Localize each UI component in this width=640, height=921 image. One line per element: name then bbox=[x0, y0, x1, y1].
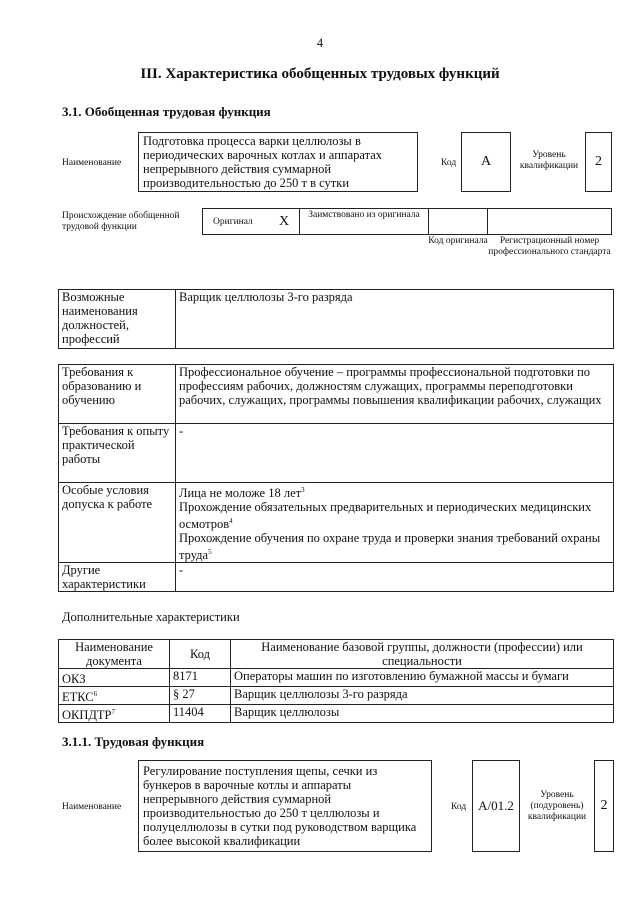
education-value: Профессиональное обучение – программы профессиональной подготовки по профессиям рабочих, должностям служащих, программы переподготовки рабочих, служащих, программы повышения квалификации рабочих, служащих bbox=[176, 365, 614, 424]
special-line-1: Лица не моложе 18 лет$^3$ bbox=[179, 486, 305, 501]
table-row bbox=[59, 705, 614, 723]
additional-title: Дополнительные характеристики bbox=[62, 610, 240, 624]
col-doc-header: Наименование документа bbox=[59, 640, 170, 669]
experience-value: - bbox=[176, 424, 614, 483]
original-mark: X bbox=[279, 214, 290, 229]
gtf-heading: 3.1. Обобщенная трудовая функция bbox=[62, 104, 271, 119]
row-name: Операторы машин по изготовлению бумажной массы и бумаги bbox=[231, 669, 614, 687]
page-number: 4 bbox=[316, 36, 324, 50]
row-code: § 27 bbox=[170, 687, 231, 705]
col-code-header: Код bbox=[170, 640, 231, 669]
gtf-name-label: Наименование bbox=[62, 158, 122, 168]
code-original-cell bbox=[428, 208, 488, 235]
table-row bbox=[59, 687, 614, 705]
gtf-name-value: Подготовка процесса варки целлюлозы в периодических варочных котлах и аппаратах непрерывного действия суммарной производительностью до 250 т в сутки bbox=[138, 132, 418, 192]
other-label: Другие характеристики bbox=[59, 563, 176, 592]
reg-number-label: Регистрационный номер профессионального стандарта bbox=[488, 236, 611, 257]
row-doc: ОКПДТР$^7$ bbox=[59, 705, 170, 723]
tf-name-label: Наименование bbox=[62, 802, 122, 812]
special-line-3: Прохождение обучения по охране труда и проверки знания требований охраны труда$^5$ bbox=[179, 531, 601, 563]
gtf-code-value: A bbox=[461, 132, 511, 192]
row-code: 11404 bbox=[170, 705, 231, 723]
tf-level-label: Уровень (подуровень) квалификации bbox=[527, 790, 587, 822]
tf-name-value: Регулирование поступления щепы, сечки из бункеров в варочные котлы и аппараты непрерывного действия суммарной производительностью до 250 т целлюлозы и полуцеллюлозы в сутки под руководством варщика более высокой квалификации bbox=[138, 760, 432, 852]
row-name: Варщик целлюлозы 3-го разряда bbox=[231, 687, 614, 705]
education-label: Требования к образованию и обучению bbox=[59, 365, 176, 424]
reg-number-cell bbox=[487, 208, 612, 235]
additional-table bbox=[58, 639, 614, 723]
borrowed-cell: Заимствовано из оригинала bbox=[299, 208, 429, 235]
row-name: Варщик целлюлозы bbox=[231, 705, 614, 723]
row-code: 8171 bbox=[170, 669, 231, 687]
special-value bbox=[176, 483, 614, 563]
tf-level-value: 2 bbox=[594, 760, 614, 852]
section-title: III. Характеристика обобщенных трудовых функций bbox=[140, 66, 500, 82]
tf-code-label: Код bbox=[451, 802, 467, 812]
positions-table bbox=[58, 289, 614, 349]
tf-code-value: A/01.2 bbox=[472, 760, 520, 852]
tf-heading: 3.1.1. Трудовая функция bbox=[62, 734, 205, 749]
row-doc: ЕТКС$^6$ bbox=[59, 687, 170, 705]
original-label: Оригинал bbox=[213, 217, 253, 227]
requirements-table bbox=[58, 364, 614, 592]
gtf-level-value: 2 bbox=[585, 132, 612, 192]
code-original-label: Код оригинала bbox=[428, 236, 488, 246]
special-line-2: Прохождение обязательных предварительных и периодических медицинских осмотров$^4$ bbox=[179, 500, 592, 532]
gtf-origin-label: Происхождение обобщенной трудовой функции bbox=[62, 211, 180, 232]
positions-label: Возможные наименования должностей, профессий bbox=[59, 290, 176, 349]
positions-value: Варщик целлюлозы 3-го разряда bbox=[176, 290, 614, 349]
other-value: - bbox=[176, 563, 614, 592]
original-cell bbox=[202, 208, 300, 235]
col-name-header: Наименование базовой группы, должности (профессии) или специальности bbox=[231, 640, 614, 669]
experience-label: Требования к опыту практической работы bbox=[59, 424, 176, 483]
table-row bbox=[59, 669, 614, 687]
gtf-code-label: Код bbox=[441, 158, 457, 168]
gtf-level-label: Уровень квалификации bbox=[519, 150, 579, 171]
special-label: Особые условия допуска к работе bbox=[59, 483, 176, 563]
row-doc: ОКЗ bbox=[59, 669, 170, 687]
